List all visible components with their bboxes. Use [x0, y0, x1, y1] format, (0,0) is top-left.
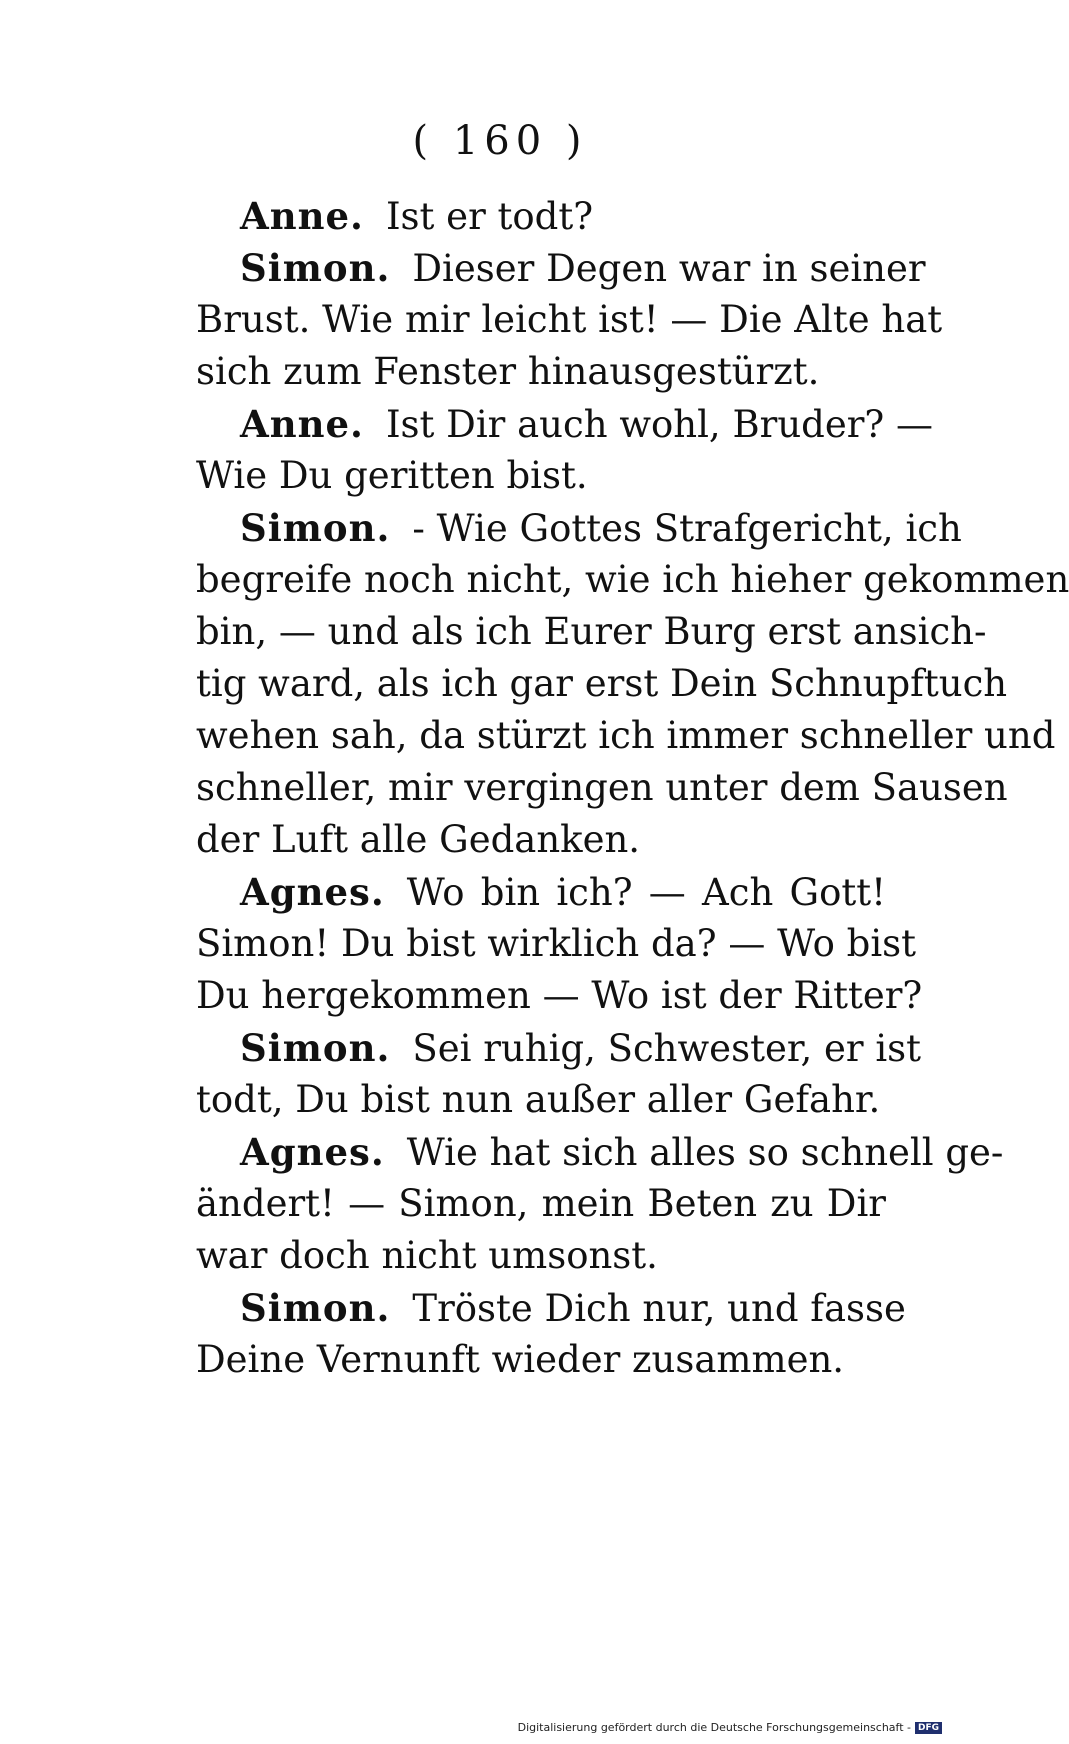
line-text: Wie hat sich alles so schnell ge- [406, 1131, 1004, 1174]
digitization-credit [518, 1721, 942, 1734]
dialogue-line [196, 1022, 922, 1074]
speaker-name: Anne. [240, 194, 364, 238]
text-line: wehen sah, da stürzt ich immer schneller und [196, 714, 1056, 757]
line-text: Wo bin ich? — Ach Gott! [406, 871, 886, 914]
dialogue-line [196, 190, 886, 242]
text-line: sich zum Fenster hinausgestürzt. [196, 350, 820, 393]
text-line: Du hergekommen — Wo ist der Ritter? [196, 974, 923, 1017]
dialogue-line [196, 242, 926, 294]
speaker-name: Simon. [240, 506, 391, 550]
line-text: Dieser Degen war in seiner [412, 247, 926, 290]
text-line: Brust. Wie mir leicht ist! — Die Alte hat [196, 298, 943, 341]
text-line: Wie Du geritten bist. [196, 454, 588, 497]
text-line: der Luft alle Gedanken. [196, 818, 641, 861]
dialogue-line [196, 398, 934, 450]
speaker-name: Simon. [240, 1286, 391, 1330]
dfg-logo: DFG [915, 1722, 942, 1734]
text-line: todt, Du bist nun außer aller Gefahr. [196, 1078, 881, 1121]
line-text: - Wie Gottes Strafgericht, ich [412, 507, 962, 550]
text-line: tig ward, als ich gar erst Dein Schnupftuch [196, 662, 1008, 705]
text-line: war doch nicht umsonst. [196, 1234, 658, 1277]
dialogue-text [196, 190, 1069, 1386]
speaker-name: Agnes. [240, 870, 385, 914]
speaker-name: Agnes. [240, 1130, 385, 1174]
text-line: bin, — und als ich Eurer Burg erst ansich- [196, 610, 987, 653]
dialogue-line [196, 502, 962, 554]
dialogue-line [196, 1126, 1004, 1178]
page-number: ( 160 ) [412, 118, 588, 164]
line-text: Ist Dir auch wohl, Bruder? — [385, 403, 934, 446]
speaker-name: Anne. [240, 402, 364, 446]
line-text: Ist er todt? [385, 195, 594, 238]
speaker-name: Simon. [240, 1026, 391, 1070]
text-line: Simon! Du bist wirklich da? — Wo bist [196, 922, 917, 965]
text-line: Deine Vernunft wieder zusammen. [196, 1338, 845, 1381]
speaker-name: Simon. [240, 246, 391, 290]
text-line: ändert! — Simon, mein Beten zu Dir [196, 1182, 886, 1225]
text-line: schneller, mir vergingen unter dem Sausen [196, 766, 1008, 809]
text-line: begreife noch nicht, wie ich hieher gekommen [196, 558, 1069, 601]
line-text: Tröste Dich nur, und fasse [412, 1287, 906, 1330]
dialogue-line [196, 866, 886, 918]
line-text: Sei ruhig, Schwester, er ist [412, 1027, 922, 1070]
credit-text: Digitalisierung gefördert durch die Deutsche Forschungsgemeinschaft - [517, 1721, 911, 1734]
dialogue-line [196, 1282, 906, 1334]
